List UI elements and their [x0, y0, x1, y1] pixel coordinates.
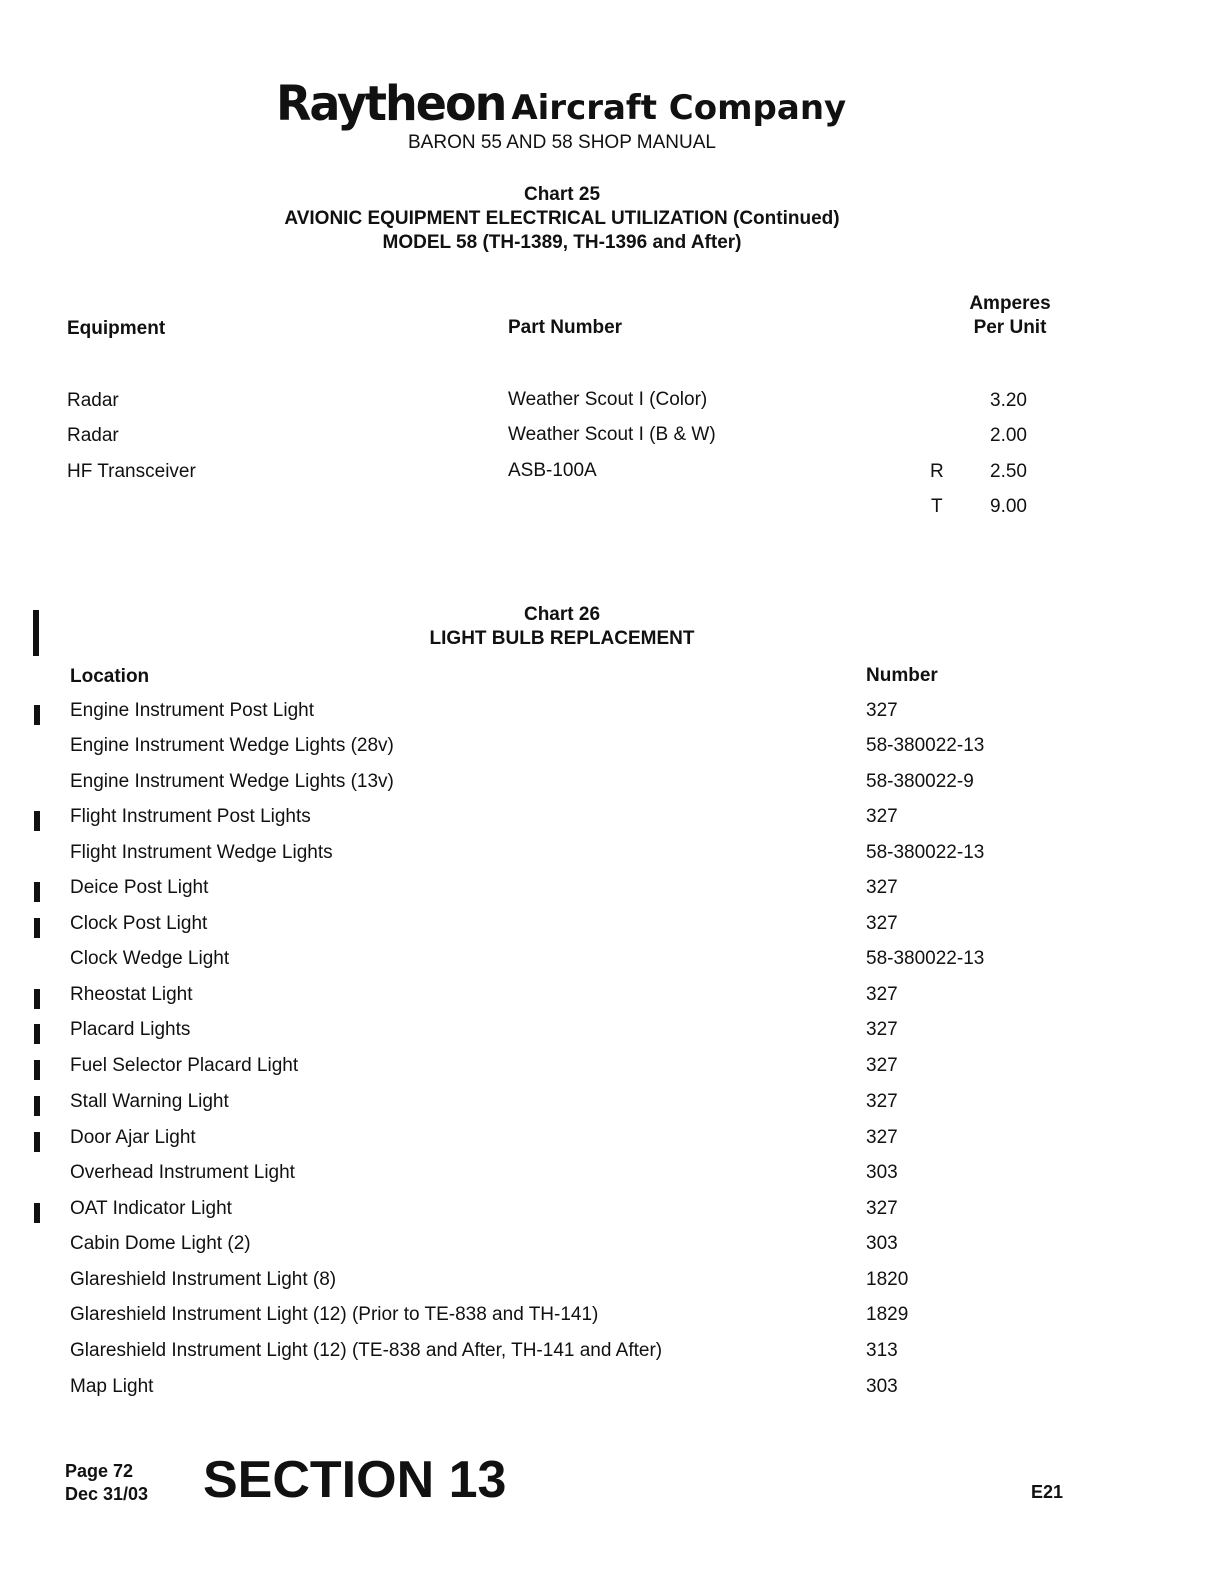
location-cell: Stall Warning Light — [70, 1091, 229, 1112]
location-cell: Clock Post Light — [70, 913, 208, 934]
part-number-cell: Weather Scout I (Color) — [508, 389, 708, 410]
table-row — [0, 735, 1220, 765]
table-row — [0, 1127, 1220, 1157]
revision-bar — [34, 705, 40, 725]
revision-bar — [34, 1096, 40, 1116]
table-row — [0, 1019, 1220, 1049]
number-cell: 327 — [866, 1019, 898, 1040]
amperes-cell: 3.20 — [990, 390, 1027, 411]
table-row — [0, 842, 1220, 872]
part-number-cell: ASB-100A — [508, 460, 597, 481]
number-cell: 327 — [866, 1198, 898, 1219]
revision-date: Dec 31/03 — [65, 1484, 149, 1504]
number-cell: 58-380022-9 — [866, 771, 974, 792]
table-row — [0, 913, 1220, 943]
table-row — [0, 1304, 1220, 1334]
revision-bar — [34, 811, 40, 831]
chart26-title: Chart 26 — [523, 604, 601, 625]
mode-cell: R — [930, 461, 944, 482]
table-row — [0, 877, 1220, 907]
col-part-number-header: Part Number — [508, 317, 623, 338]
page-number: Page 72 — [65, 1461, 134, 1481]
table-row — [0, 1269, 1220, 1299]
location-cell: Glareshield Instrument Light (8) — [70, 1269, 337, 1290]
chart25-model: MODEL 58 (TH-1389, TH-1396 and After) — [382, 232, 742, 253]
equipment-cell: Radar — [67, 390, 119, 411]
number-cell: 58-380022-13 — [866, 948, 985, 969]
col-location-header: Location — [70, 666, 150, 687]
number-cell: 327 — [866, 877, 898, 898]
table-row — [0, 700, 1220, 730]
location-cell: Cabin Dome Light (2) — [70, 1233, 251, 1254]
section-title: SECTION 13 — [203, 1451, 507, 1509]
brand-name: Raytheon — [276, 74, 506, 132]
revision-bar — [34, 882, 40, 902]
table-row — [0, 1055, 1220, 1085]
part-number-cell: Weather Scout I (B & W) — [508, 424, 716, 445]
equipment-cell: HF Transceiver — [67, 461, 196, 482]
location-cell: Map Light — [70, 1376, 154, 1397]
number-cell: 313 — [866, 1340, 898, 1361]
number-cell: 58-380022-13 — [866, 735, 985, 756]
amperes-cell: 2.00 — [990, 425, 1027, 446]
location-cell: Rheostat Light — [70, 984, 193, 1005]
brand-subtitle: Aircraft Company — [511, 88, 847, 128]
revision-bar — [34, 1203, 40, 1223]
number-cell: 327 — [866, 1091, 898, 1112]
table-row — [0, 1340, 1220, 1370]
col-amperes-header-line2: Per Unit — [973, 317, 1047, 338]
location-cell: Engine Instrument Post Light — [70, 700, 314, 721]
mode-cell: T — [931, 496, 943, 517]
location-cell: Engine Instrument Wedge Lights (28v) — [70, 735, 394, 756]
number-cell: 327 — [866, 1127, 898, 1148]
page-code: E21 — [1031, 1482, 1064, 1502]
col-amperes-header-line1: Amperes — [969, 293, 1051, 314]
number-cell: 303 — [866, 1376, 898, 1397]
col-number-header: Number — [866, 665, 938, 686]
chart25-subtitle: AVIONIC EQUIPMENT ELECTRICAL UTILIZATION (Continued) — [284, 208, 840, 229]
table-row — [0, 1091, 1220, 1121]
location-cell: Door Ajar Light — [70, 1127, 196, 1148]
number-cell: 327 — [866, 806, 898, 827]
location-cell: Deice Post Light — [70, 877, 209, 898]
number-cell: 327 — [866, 700, 898, 721]
number-cell: 303 — [866, 1162, 898, 1183]
company-logo — [276, 76, 846, 130]
table-row — [0, 1198, 1220, 1228]
number-cell: 1829 — [866, 1304, 909, 1325]
amperes-cell: 2.50 — [990, 461, 1027, 482]
number-cell: 58-380022-13 — [866, 842, 985, 863]
location-cell: OAT Indicator Light — [70, 1198, 232, 1219]
revision-bar — [34, 1132, 40, 1152]
revision-bar — [34, 918, 40, 938]
number-cell: 303 — [866, 1233, 898, 1254]
number-cell: 327 — [866, 1055, 898, 1076]
location-cell: Clock Wedge Light — [70, 948, 230, 969]
table-row — [0, 984, 1220, 1014]
location-cell: Glareshield Instrument Light (12) (Prior to TE-838 and TH-141) — [70, 1304, 599, 1325]
equipment-cell: Radar — [67, 425, 119, 446]
revision-bar — [34, 1060, 40, 1080]
table-row — [0, 771, 1220, 801]
location-cell: Flight Instrument Wedge Lights — [70, 842, 333, 863]
number-cell: 327 — [866, 984, 898, 1005]
location-cell: Placard Lights — [70, 1019, 191, 1040]
number-cell: 327 — [866, 913, 898, 934]
number-cell: 1820 — [866, 1269, 909, 1290]
table-row — [0, 1233, 1220, 1263]
table-row — [0, 948, 1220, 978]
chart26-subtitle: LIGHT BULB REPLACEMENT — [429, 628, 695, 649]
location-cell: Glareshield Instrument Light (12) (TE-838 and After, TH-141 and After) — [70, 1340, 663, 1361]
table-row — [0, 1162, 1220, 1192]
table-row — [0, 1376, 1220, 1406]
location-cell: Flight Instrument Post Lights — [70, 806, 311, 827]
location-cell: Fuel Selector Placard Light — [70, 1055, 299, 1076]
manual-title: BARON 55 AND 58 SHOP MANUAL — [408, 132, 716, 153]
amperes-cell: 9.00 — [990, 496, 1027, 517]
table-row — [0, 806, 1220, 836]
location-cell: Engine Instrument Wedge Lights (13v) — [70, 771, 394, 792]
revision-bar — [34, 1024, 40, 1044]
chart25-title: Chart 25 — [523, 184, 601, 205]
revision-bar — [34, 989, 40, 1009]
col-equipment-header: Equipment — [67, 318, 166, 339]
location-cell: Overhead Instrument Light — [70, 1162, 295, 1183]
